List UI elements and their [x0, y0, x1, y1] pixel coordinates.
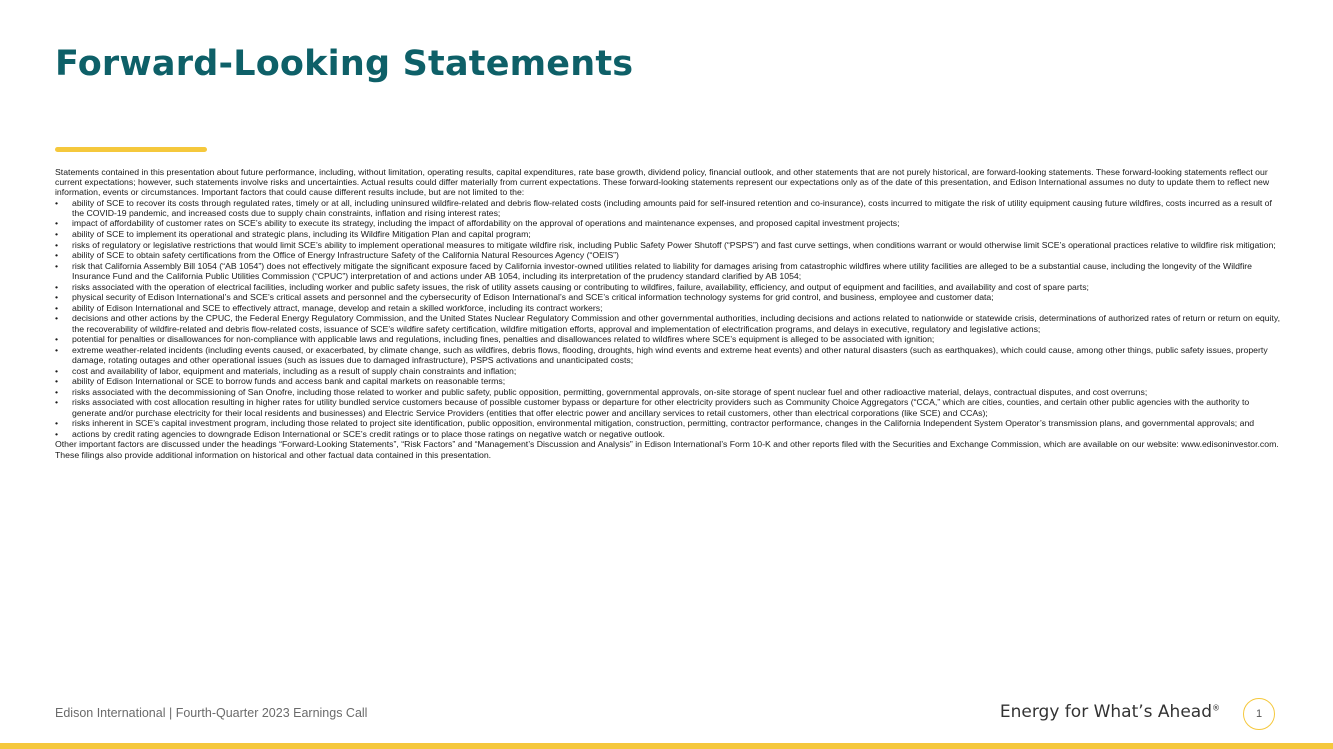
bullet-icon: • [55, 239, 59, 250]
risk-factor-item [55, 282, 1283, 292]
registered-mark: ® [1212, 703, 1220, 713]
footer-company: Edison International | [55, 706, 173, 720]
tagline-text: Energy for What’s Ahead [999, 702, 1212, 722]
brand-tagline [1000, 702, 1220, 722]
risk-factor-text: risk that California Assembly Bill 1054 (“AB 1054”) does not effectively mitigate the significant exposure faced by California investor-owned utilities related to liability for damages arising from catastrophic wildfires where utility facilities are alleged to be a substantial cause, including the longevity of the Wildfire Insurance Fund and the California Public Utilities Commission (“CPUC”) interpretation of and actions under AB 1054, including its interpretation of the prudency standard clarified by AB 1054; [72, 260, 1252, 281]
bullet-icon: • [55, 365, 59, 376]
footer-caption [55, 706, 367, 720]
risk-factor-text: ability of SCE to recover its costs through regulated rates, timely or at all, including uninsured wildfire-related and debris flow-related costs (including amounts paid for self-insured retention and co-insurance), costs incurred to mitigate the risk of utility equipment causing future wildfires, costs incurred as a result of the COVID-19 pandemic, and increased costs due to supply chain constraints, inflation and rising interest rates; [72, 197, 1272, 218]
risk-factor-text: ability of SCE to obtain safety certifications from the Office of Energy Infrastructure Safety of the California Natural Resources Agency (“OEIS”) [72, 250, 619, 261]
risk-factor-text: risks associated with the decommissioning of San Onofre, including those related to worker and public safety, public opposition, permitting, governmental approvals, on-site storage of spent nuclear fuel and other radioactive material, delays, contractual disputes, and cost overruns; [72, 386, 1148, 397]
risk-factor-text: impact of affordability of customer rates on SCE’s ability to execute its strategy, including the impact of affordability on the approval of operations and maintenance expenses, and proposed capital investment projects; [72, 218, 900, 229]
risk-factor-item [55, 397, 1283, 417]
bullet-icon: • [55, 260, 59, 271]
disclaimer-body [55, 167, 1283, 460]
footer-event: Fourth-Quarter 2023 Earnings Call [175, 706, 368, 720]
risk-factor-text: physical security of Edison International’s and SCE’s critical assets and personnel and the cybersecurity of Edison International’s and SCE’s critical information technology systems for grid control, and business, employee and customer data; [72, 292, 994, 303]
page-number-badge [1243, 698, 1275, 730]
risk-factor-item [55, 366, 1283, 376]
title-underline [55, 147, 207, 152]
bullet-icon: • [55, 344, 59, 355]
risk-factor-item [55, 429, 1283, 439]
risk-factor-text: ability of Edison International or SCE to borrow funds and access bank and capital markets on reasonable terms; [72, 376, 506, 387]
risk-factor-item [55, 240, 1283, 250]
risk-factor-item [55, 303, 1283, 313]
risk-factor-list [55, 198, 1283, 439]
risk-factor-item [55, 313, 1283, 333]
bottom-accent-bar [0, 743, 1333, 749]
intro-paragraph: Statements contained in this presentation about future performance, including, without limitation, operating results, capital expenditures, rate base growth, dividend policy, financial outlook, and other statements that are not purely historical, are forward-looking statements. These forward-looking statements reflect our current expectations; however, such statements involve risks and uncertainties. Actual results could differ materially from current expectations. These forward-looking statements represent our expectations only as of the date of this presentation, and Edison International assumes no duty to update them to reflect new information, events or circumstances. Important factors that could cause different results include, but are not limited to the: [55, 167, 1270, 198]
risk-factor-item [55, 218, 1283, 228]
bullet-icon: • [55, 376, 59, 387]
risk-factor-text: ability of SCE to implement its operational and strategic plans, including its Wildfire Mitigation Plan and capital program; [72, 229, 531, 239]
risk-factor-text: potential for penalties or disallowances for non-compliance with applicable laws and regulations, including fines, penalties and disallowances related to wildfires where SCE’s equipment is alleged to be associated with ignition; [72, 334, 935, 345]
bullet-icon: • [55, 428, 59, 439]
bullet-icon: • [55, 313, 59, 324]
bullet-icon: • [55, 302, 59, 313]
risk-factor-text: risks associated with the operation of electrical facilities, including worker and public safety issues, the risk of utility assets causing or contributing to wildfires, failure, availability, efficiency, and output of equipment and facilities, and availability and cost of spare parts; [72, 281, 1089, 292]
bullet-icon: • [55, 281, 59, 292]
bullet-icon: • [55, 250, 59, 261]
bullet-icon: • [55, 418, 59, 429]
page-number: 1 [1255, 708, 1263, 720]
bullet-icon: • [55, 197, 59, 208]
risk-factor-item [55, 261, 1283, 281]
page-title: Forward-Looking Statements [55, 44, 634, 84]
bullet-icon: • [55, 218, 59, 229]
risk-factor-item [55, 387, 1283, 397]
bullet-icon: • [55, 386, 59, 397]
risk-factor-text: risks associated with cost allocation resulting in higher rates for utility bundled service customers because of possible customer bypass or departure for other electricity providers such as Community Choice Aggregators (“CCA,” which are cities, counties, and certain other public agencies with the authority to generate and/or purchase electricity for their local residents and businesses) and Electric Service Providers (entities that offer electric power and ancillary services to retail customers, other than electrical corporations (like SCE) and CCAs); [72, 397, 1250, 418]
bullet-icon: • [55, 292, 59, 303]
risk-factor-item [55, 334, 1283, 344]
risk-factor-text: ability of Edison International and SCE to effectively attract, manage, develop and retain a skilled workforce, including its contract workers; [72, 302, 603, 313]
risk-factor-item [55, 250, 1283, 260]
risk-factor-text: actions by credit rating agencies to downgrade Edison International or SCE’s credit ratings or to place those ratings on negative watch or negative outlook. [72, 428, 665, 439]
closing-paragraph: Other important factors are discussed under the headings “Forward-Looking Statements”, “Risk Factors” and “Management’s Discussion and Analysis” in Edison International’s Form 10-K and other reports filed with the Securities and Exchange Commission, which are available on our website: www.edisoninvestor.com. These filings also provide additional information on historical and other factual data contained in this presentation. [55, 439, 1279, 460]
risk-factor-text: extreme weather-related incidents (including events caused, or exacerbated, by climate change, such as wildfires, debris flows, flooding, droughts, high wind events and extreme heat events) and other natural disasters (such as earthquakes), which could cause, among other things, public safety issues, property damage, rotating outages and other operational issues (such as issues due to damaged infrastructure), PSPS activations and unanticipated costs; [72, 344, 1268, 365]
risk-factor-text: risks inherent in SCE’s capital investment program, including those related to project site identification, public opposition, environmental mitigation, construction, permitting, contractor performance, changes in the California Independent System Operator’s transmission plans, and governmental approvals; and [72, 418, 1255, 429]
bullet-icon: • [55, 229, 59, 239]
risk-factor-item [55, 292, 1283, 302]
risk-factor-item [55, 229, 1283, 239]
risk-factor-text: decisions and other actions by the CPUC, the Federal Energy Regulatory Commission, and the United States Nuclear Regulatory Commission and other governmental authorities, including decisions and actions related to nationwide or statewide crisis, determinations of authorized rates of return or return on equity, the recoverability of wildfire-related and debris flow-related costs, issuance of SCE’s wildfire safety certification, wildfire mitigation efforts, approval and implementation of electrification programs, and delays in executive, regulatory and legislative actions; [72, 313, 1281, 334]
bullet-icon: • [55, 397, 59, 408]
risk-factor-item [55, 198, 1283, 218]
risk-factor-item [55, 345, 1283, 365]
bullet-icon: • [55, 334, 59, 345]
risk-factor-text: risks of regulatory or legislative restrictions that would limit SCE’s ability to implement operational measures to mitigate wildfire risk, including Public Safety Power Shutoff (“PSPS”) and fast curve settings, when conditions warrant or would otherwise limit SCE’s operational practices relative to wildfire risk mitigation; [72, 239, 1276, 250]
risk-factor-item [55, 418, 1283, 428]
risk-factor-text: cost and availability of labor, equipment and materials, including as a result of supply chain constraints and inflation; [72, 365, 517, 376]
risk-factor-item [55, 376, 1283, 386]
